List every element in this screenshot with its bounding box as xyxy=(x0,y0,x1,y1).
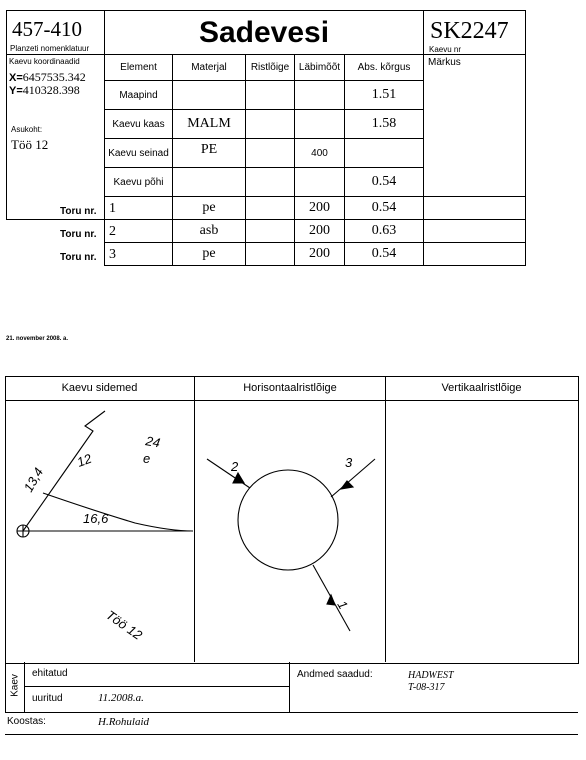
horizontal-section-sketch xyxy=(195,401,385,661)
panel-title-vertical: Vertikaalristlõige xyxy=(441,382,522,394)
dim-label: 12 xyxy=(74,450,94,470)
pipe-number: 3 xyxy=(105,243,173,266)
footer-side-label: Kaev xyxy=(9,674,21,697)
col-header-material: Materjal xyxy=(173,55,246,81)
date: 21. november 2008. a. xyxy=(6,336,69,342)
pipe-label: 1 xyxy=(334,598,352,612)
coord-x-label: X= xyxy=(9,72,23,84)
row-height: 0.54 xyxy=(345,168,424,197)
sketch-note: e xyxy=(143,451,151,466)
row-height xyxy=(345,139,424,168)
sheet-number-label: Planzeti nomenklatuur xyxy=(10,44,90,53)
row-section xyxy=(246,168,295,197)
pipe-label: 2 xyxy=(231,459,239,474)
pipe-label: 3 xyxy=(345,455,353,470)
sketch-line xyxy=(43,493,193,531)
pipe-material: pe xyxy=(173,197,246,220)
location-label: Asukoht: xyxy=(11,125,43,134)
row-section xyxy=(246,110,295,139)
row-height: 1.58 xyxy=(345,110,424,139)
sketch-note: Töö 12 xyxy=(103,607,146,643)
sheet-number-cell xyxy=(7,11,105,55)
pipe-notes xyxy=(424,243,526,266)
coord-x-value: 6457535.342 xyxy=(22,70,86,84)
well-number-label: Kaevu nr xyxy=(429,45,462,54)
pipe-label: Toru nr. xyxy=(60,229,97,240)
surveyed-value: 11.2008.a. xyxy=(98,692,144,704)
pipe-label: Toru nr. xyxy=(60,252,97,263)
row-element: Kaevu kaas xyxy=(105,110,173,139)
author-label: Koostas: xyxy=(7,716,46,727)
sketch-note: 24 xyxy=(144,433,162,451)
footer-divider xyxy=(289,662,290,712)
coord-y-value: 410328.398 xyxy=(22,83,80,97)
dim-label: 16,6 xyxy=(83,511,109,526)
coord-y-label: Y= xyxy=(9,85,23,97)
source-code: T-08-317 xyxy=(408,682,445,693)
pipe-number: 2 xyxy=(105,220,173,243)
pipe-arrow xyxy=(327,595,335,605)
col-header-notes: Märkus xyxy=(428,57,461,68)
row-element: Kaevu seinad xyxy=(105,139,173,168)
panel-title-connections: Kaevu sidemed xyxy=(61,382,138,394)
footer-row-line xyxy=(24,686,289,687)
location-value: Töö 12 xyxy=(11,137,49,152)
col-header-height: Abs. kõrgus xyxy=(345,55,424,81)
pipe-material: pe xyxy=(173,243,246,266)
source-name: HADWEST xyxy=(408,670,454,681)
row-element: Kaevu põhi xyxy=(105,168,173,197)
pipe-height: 0.54 xyxy=(345,197,424,220)
well-circle xyxy=(238,470,338,570)
row-section xyxy=(246,81,295,110)
panel-title-horizontal: Horisontaalristlõige xyxy=(243,382,337,394)
pipe-label: Toru nr. xyxy=(60,206,97,217)
row-diameter: 400 xyxy=(295,139,345,168)
author-value: H.Rohulaid xyxy=(98,716,150,728)
pipe-material: asb xyxy=(173,220,246,243)
well-data-table xyxy=(6,10,526,266)
pipe-notes xyxy=(424,197,526,220)
dim-label: 13,4 xyxy=(20,465,47,495)
notes-cell xyxy=(424,55,526,197)
row-section xyxy=(246,139,295,168)
footer-frame xyxy=(5,662,578,713)
row-diameter xyxy=(295,81,345,110)
footer-bottom-line xyxy=(5,734,578,735)
col-header-section: Ristlõige xyxy=(246,55,295,81)
coord-y xyxy=(9,83,80,98)
sheet-number: 457-410 xyxy=(12,17,82,41)
pipe-section xyxy=(246,243,295,266)
pipe-diameter: 200 xyxy=(295,243,345,266)
row-element: Maapind xyxy=(105,81,173,110)
pipe-diameter: 200 xyxy=(295,220,345,243)
row-material: MALM xyxy=(173,110,246,139)
pipe-height: 0.54 xyxy=(345,243,424,266)
row-diameter xyxy=(295,110,345,139)
pipe-line xyxy=(207,459,250,488)
title-cell xyxy=(105,11,424,55)
pipe-notes xyxy=(424,220,526,243)
well-number-cell xyxy=(424,11,526,55)
footer-left-edge xyxy=(5,662,6,712)
col-header-diameter: Läbimõõt xyxy=(295,55,345,81)
pipe-number: 1 xyxy=(105,197,173,220)
pipe-height: 0.63 xyxy=(345,220,424,243)
row-material: PE xyxy=(173,139,246,168)
source-label: Andmed saadud: xyxy=(297,669,373,680)
pipe-diameter: 200 xyxy=(295,197,345,220)
col-header-element: Element xyxy=(105,55,173,81)
connections-sketch xyxy=(5,401,194,661)
pipe-line xyxy=(331,459,375,497)
pipe-section xyxy=(246,220,295,243)
row-material xyxy=(173,81,246,110)
pipe-section xyxy=(246,197,295,220)
built-label: ehitatud xyxy=(32,668,68,679)
surveyed-label: uuritud xyxy=(32,693,63,704)
footer-divider xyxy=(24,662,25,712)
pipe-arrow xyxy=(341,481,353,489)
row-material xyxy=(173,168,246,197)
row-height: 1.51 xyxy=(345,81,424,110)
coordinates-cell xyxy=(7,55,105,220)
panel-divider xyxy=(385,376,386,662)
coordinates-label: Kaevu koordinaadid xyxy=(9,57,80,66)
row-diameter xyxy=(295,168,345,197)
page-title: Sadevesi xyxy=(198,15,330,49)
well-number: SK2247 xyxy=(430,18,509,44)
